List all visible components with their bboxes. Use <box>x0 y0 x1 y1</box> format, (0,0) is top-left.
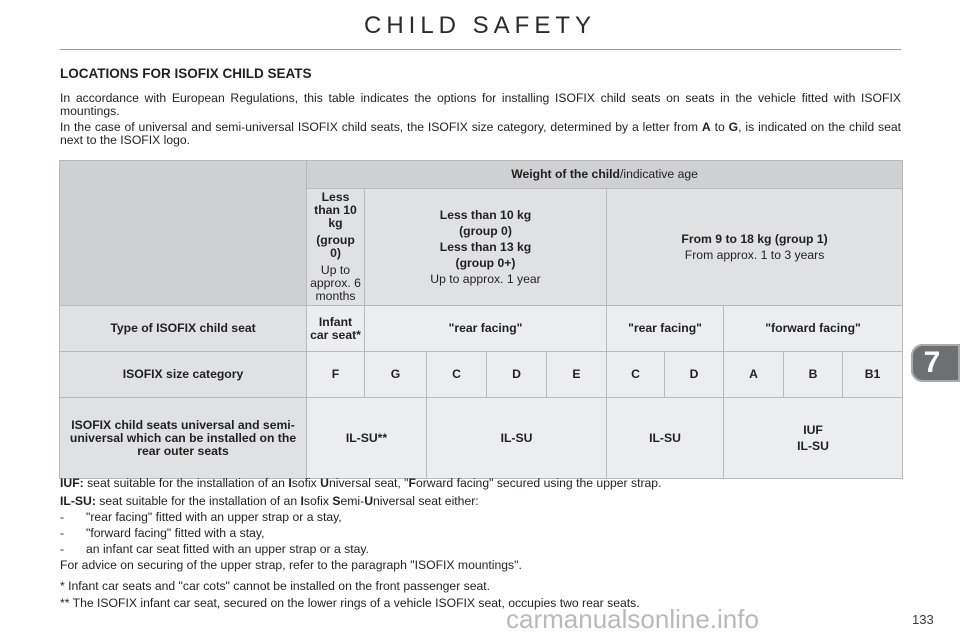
size-category-cell: D <box>665 352 724 398</box>
universal-forward-facing-value: IUF IL-SU <box>724 398 903 479</box>
watermark: carmanualsonline.info <box>506 604 759 634</box>
seat-type-label: Type of ISOFIX child seat <box>60 306 307 352</box>
size-category-cell: B1 <box>843 352 903 398</box>
footnote-infant-seats: * Infant car seats and "car cots" cannot be installed on the front passenger seat. <box>60 579 491 593</box>
isofix-locations-table <box>59 160 903 479</box>
universal-group-0plus-value: IL-SU <box>427 398 607 479</box>
upper-strap-advice: For advice on securing of the upper strap, refer to the paragraph "ISOFIX mountings". <box>60 558 522 572</box>
ilsu-definition: IL-SU: seat suitable for the installation of an Isofix Semi-Universal seat either: <box>60 494 479 508</box>
seat-type-rear-facing-2: "rear facing" <box>607 306 724 352</box>
size-category-cell: F <box>307 352 365 398</box>
chapter-tab <box>911 344 960 382</box>
title-divider <box>60 49 901 50</box>
footnote-isofix-infant: ** The ISOFIX infant car seat, secured on the lower rings of a vehicle ISOFIX seat, occupies two rear seats. <box>60 596 640 610</box>
chapter-number: 7 <box>923 346 941 379</box>
seat-type-forward-facing: "forward facing" <box>724 306 903 352</box>
list-item: - "forward facing" fitted with a stay, <box>60 526 265 540</box>
section-heading: LOCATIONS FOR ISOFIX CHILD SEATS <box>60 66 312 81</box>
intro-paragraph-2: In the case of universal and semi-universal ISOFIX child seats, the ISOFIX size category, determined by a letter from A to G, is indicated on the child seat next to the ISOFIX logo. <box>60 120 902 147</box>
size-category-cell: C <box>607 352 665 398</box>
size-category-cell: E <box>547 352 607 398</box>
universal-group-0-value: IL-SU** <box>307 398 427 479</box>
list-item: - "rear facing" fitted with an upper strap or a stay, <box>60 510 342 524</box>
list-item: - an infant car seat fitted with an upper strap or a stay. <box>60 542 369 556</box>
ilsu-options-list <box>60 509 369 557</box>
size-category-cell: G <box>365 352 427 398</box>
weight-group-0plus-cell: Less than 10 kg (group 0) Less than 13 kg (group 0+) Up to approx. 1 year <box>365 189 607 306</box>
universal-rear-facing-value: IL-SU <box>607 398 724 479</box>
page-title: CHILD SAFETY <box>363 12 597 39</box>
size-category-cell: C <box>427 352 487 398</box>
intro-paragraph-1: In accordance with European Regulations, this table indicates the options for installing ISOFIX child seats on seats in the vehicle fitted with ISOFIX mountings. <box>60 91 901 118</box>
size-category-cell: D <box>487 352 547 398</box>
universal-seats-label: ISOFIX child seats universal and semi-universal which can be installed on the rear outer seats <box>60 398 307 479</box>
seat-type-rear-facing-1: "rear facing" <box>365 306 607 352</box>
size-category-label: ISOFIX size category <box>60 352 307 398</box>
size-category-cell: A <box>724 352 784 398</box>
page-number: 133 <box>912 612 934 627</box>
iuf-definition: IUF: seat suitable for the installation of an Isofix Universal seat, "Forward facing" secured using the upper strap. <box>60 476 662 490</box>
weight-group-1-cell: From 9 to 18 kg (group 1) From approx. 1 to 3 years <box>607 189 903 306</box>
weight-header: Weight of the child/indicative age <box>307 161 903 189</box>
weight-group-0-cell: Less than 10 kg (group 0) Up to approx. 6 months <box>307 189 365 306</box>
size-category-cell: B <box>784 352 843 398</box>
seat-type-infant: Infant car seat* <box>307 306 365 352</box>
table-corner-cell <box>60 161 307 306</box>
